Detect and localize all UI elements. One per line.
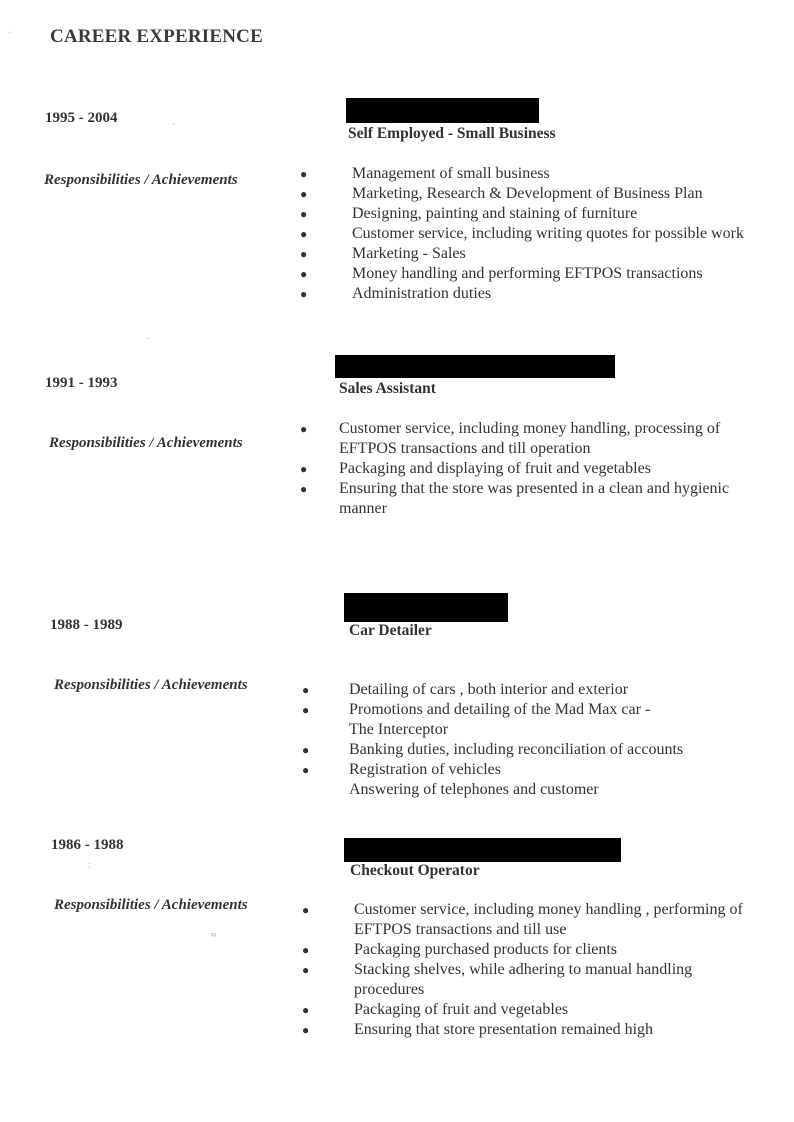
bullet-icon: ● — [302, 1003, 310, 1017]
duty-item — [302, 940, 779, 960]
duty-item — [300, 184, 782, 204]
duty-item — [302, 680, 769, 700]
bullet-icon: ● — [302, 1023, 310, 1037]
duty-item — [302, 760, 769, 780]
duty-text: Banking duties, including reconciliation of accounts — [349, 741, 684, 758]
duty-text: Promotions and detailing of the Mad Max car - — [349, 701, 651, 718]
bullet-icon: ● — [300, 247, 308, 261]
duties-list — [300, 419, 769, 519]
duty-item — [302, 700, 769, 720]
duty-text: Packaging purchased products for clients — [354, 941, 618, 958]
duty-text: Customer service, including writing quotes for possible work — [352, 225, 744, 242]
duty-item — [300, 419, 769, 459]
scan-speck: ≈ — [211, 930, 217, 941]
duty-text: Ensuring that store presentation remained high — [354, 1021, 654, 1038]
bullet-icon: ● — [302, 763, 310, 777]
duty-item — [302, 960, 754, 1000]
responsibilities-label: Responsibilities / Achievements — [54, 897, 248, 913]
duty-item — [300, 244, 782, 264]
job-title: Checkout Operator — [350, 862, 480, 879]
duty-item — [300, 284, 782, 304]
bullet-icon: ● — [300, 482, 308, 496]
responsibilities-label: Responsibilities / Achievements — [44, 172, 238, 188]
duty-text: Ensuring that the store was presented in a clean and hygienic manner — [339, 480, 730, 517]
duty-text: Detailing of cars , both interior and exterior — [349, 681, 629, 698]
job-title: Car Detailer — [349, 622, 432, 639]
redacted-employer — [344, 838, 621, 862]
scan-speck: · — [172, 120, 176, 131]
duty-text: Answering of telephones and customer — [349, 781, 599, 798]
bullet-icon: ● — [300, 422, 308, 436]
scan-speck: : — [88, 860, 91, 871]
duties-list — [300, 164, 782, 304]
duty-item — [300, 164, 782, 184]
duty-item — [300, 459, 769, 479]
duty-item — [349, 780, 769, 800]
duty-item — [300, 479, 769, 519]
duty-text: Designing, painting and staining of furniture — [352, 205, 638, 222]
section-heading: CAREER EXPERIENCE — [50, 26, 263, 47]
bullet-icon: ● — [300, 187, 308, 201]
duty-text: Marketing - Sales — [352, 245, 466, 262]
redacted-employer — [344, 593, 508, 622]
duty-text: Customer service, including money handling, processing of EFTPOS transactions and till operation — [339, 420, 721, 457]
duties-list — [302, 680, 769, 800]
bullet-icon: ● — [302, 683, 310, 697]
duty-item — [302, 900, 779, 940]
redacted-employer — [346, 98, 539, 123]
bullet-icon: ● — [300, 287, 308, 301]
duties-list — [302, 900, 779, 1040]
duty-item — [300, 264, 782, 284]
redacted-employer — [335, 355, 615, 378]
duty-text: Packaging of fruit and vegetables — [354, 1001, 569, 1018]
duty-text: Money handling and performing EFTPOS transactions — [352, 265, 703, 282]
bullet-icon: ● — [302, 963, 310, 977]
job-years: 1995 - 2004 — [45, 110, 118, 126]
duty-text: Marketing, Research & Development of Business Plan — [352, 185, 703, 202]
job-title: Sales Assistant — [339, 380, 436, 397]
bullet-icon: ● — [300, 462, 308, 476]
scan-speck: ⁻ — [146, 336, 152, 347]
job-title: Self Employed - Small Business — [348, 125, 556, 142]
bullet-icon: ● — [300, 267, 308, 281]
responsibilities-label: Responsibilities / Achievements — [49, 435, 243, 451]
duty-text: Stacking shelves, while adhering to manual handling procedures — [354, 961, 693, 998]
duty-text: The Interceptor — [349, 721, 449, 738]
bullet-icon: ● — [302, 743, 310, 757]
duty-text: Registration of vehicles — [349, 761, 501, 778]
job-years: 1988 - 1989 — [50, 617, 123, 633]
duty-item — [302, 1020, 779, 1040]
duty-text: Customer service, including money handling , performing of EFTPOS transactions and till use — [354, 901, 743, 938]
duty-item — [300, 204, 782, 224]
job-years: 1991 - 1993 — [45, 375, 118, 391]
duty-item — [349, 720, 769, 740]
bullet-icon: ● — [300, 167, 308, 181]
bullet-icon: ● — [300, 207, 308, 221]
duty-text: Packaging and displaying of fruit and vegetables — [339, 460, 651, 477]
bullet-icon: ● — [300, 227, 308, 241]
job-years: 1986 - 1988 — [51, 837, 124, 853]
bullet-icon: ● — [302, 903, 310, 917]
responsibilities-label: Responsibilities / Achievements — [54, 677, 248, 693]
bullet-icon: ● — [302, 943, 310, 957]
bullet-icon: ● — [302, 703, 310, 717]
duty-item — [302, 1000, 779, 1020]
duty-text: Administration duties — [352, 285, 492, 302]
scan-speck: · — [8, 28, 12, 39]
duty-item — [302, 740, 769, 760]
duty-text: Management of small business — [352, 165, 550, 182]
duty-item — [300, 224, 782, 244]
